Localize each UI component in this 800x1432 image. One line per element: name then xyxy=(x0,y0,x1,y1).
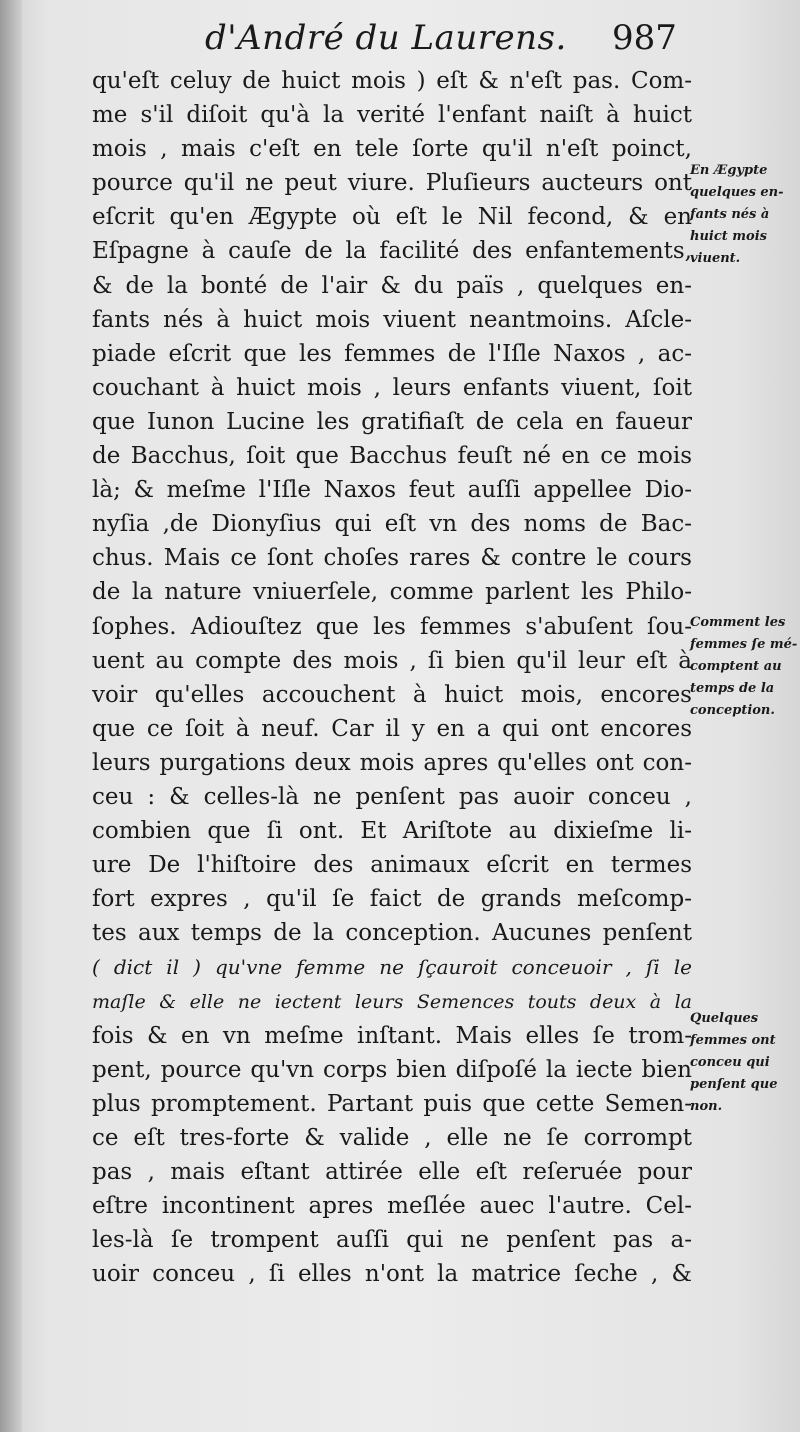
text-line: que Iunon Lucine les gratifiaſt de cela en faueur xyxy=(92,408,692,435)
body-text xyxy=(92,64,692,1291)
margin-note-line: En Ægypte xyxy=(690,163,768,178)
margin-note-line: comptent au xyxy=(690,659,782,674)
text-line: voir qu'elles accouchent à huict mois, encores xyxy=(92,681,692,708)
margin-note-line: Quelques xyxy=(690,1011,759,1026)
text-line: là; & meſme l'Iſle Naxos feut auſſi appellee Dio- xyxy=(92,477,692,504)
margin-note-conceived xyxy=(690,1008,798,1118)
margin-note-line: Comment les xyxy=(690,615,786,630)
text-line: eſcrit qu'en Ægypte où eſt le Nil fecond, & en xyxy=(92,204,692,231)
text-line: ceu : & celles-là ne penſent pas auoir conceu , xyxy=(92,783,692,810)
text-line: pource qu'il ne peut viure. Pluſieurs aucteurs ont xyxy=(92,170,692,197)
text-line: plus promptement. Partant puis que cette Semen- xyxy=(92,1090,692,1117)
text-line: nyſia ,de Dionyſius qui eſt vn des noms de Bac- xyxy=(92,511,692,538)
text-line: & de la bonté de l'air & du païs , quelques en- xyxy=(92,272,692,299)
margin-note-line: femmes ont xyxy=(690,1033,776,1048)
text-line: leurs purgations deux mois apres qu'elles ont con- xyxy=(92,749,692,776)
margin-note-line: viuent. xyxy=(690,251,741,266)
text-line: eſtre incontinent apres meſlée auec l'autre. Cel- xyxy=(92,1193,692,1220)
margin-note-egypt xyxy=(690,160,798,270)
text-line: ( dict il ) qu'vne femme ne ſçauroit conceuoir , ſi le xyxy=(92,955,692,980)
text-line: pas , mais eſtant attirée elle eſt reſeruée pour xyxy=(92,1159,692,1185)
text-line: de la nature vniuerſele, comme parlent les Philo- xyxy=(92,579,692,606)
text-line: chus. Mais ce ſont choſes rares & contre le cours xyxy=(92,545,692,572)
text-line: piade eſcrit que les femmes de l'Iſle Naxos , ac- xyxy=(92,340,692,367)
text-line: ſophes. Adiouſtez que les femmes s'abuſent ſou- xyxy=(92,613,692,640)
margin-note-line: penſent que xyxy=(690,1077,778,1092)
text-line: ce eſt tres-forte & valide , elle ne ſe corrompt xyxy=(92,1124,692,1151)
margin-note-line: temps de la xyxy=(690,681,775,696)
text-line: ure De l'hiſtoire des animaux eſcrit en termes xyxy=(92,852,692,879)
text-line: de Bacchus, ſoit que Bacchus feuſt né en ce mois xyxy=(92,443,692,470)
text-line: pent, pource qu'vn corps bien diſpoſé la iecte bien xyxy=(92,1056,692,1083)
text-line: fants nés à huict mois viuent neantmoins. Aſcle- xyxy=(92,306,692,333)
text-line: tes aux temps de la conception. Aucunes penſent xyxy=(92,920,692,947)
margin-note-line: conception. xyxy=(690,703,775,718)
text-line: maſle & elle ne iectent leurs Semences touts deux à la xyxy=(92,990,692,1013)
text-line: couchant à huict mois , leurs enfants viuent, ſoit xyxy=(92,374,692,401)
text-line: qu'eſt celuy de huict mois ) eſt & n'eſt pas. Com- xyxy=(92,68,692,94)
margin-note-line: quelques en- xyxy=(690,185,784,200)
running-header: d'André du Laurens. xyxy=(205,18,567,58)
text-line: les-là ſe trompent auſſi qui ne penſent pas a- xyxy=(92,1227,692,1254)
text-line: Eſpagne à cauſe de la facilité des enfantements, xyxy=(92,238,692,265)
text-line: combien que ſi ont. Et Ariſtote au dixieſme li- xyxy=(92,818,692,845)
text-line: fois & en vn meſme inſtant. Mais elles ſe trom- xyxy=(92,1022,692,1049)
margin-note-miscount xyxy=(690,612,798,722)
margin-note-line: fants nés à xyxy=(690,207,770,222)
margin-note-line: huict mois xyxy=(690,229,767,244)
text-line: fort expres , qu'il ſe faict de grands meſcomp- xyxy=(92,886,692,913)
text-line: me s'il diſoit qu'à la verité l'enfant naiſt à huict xyxy=(92,102,692,129)
page-gutter xyxy=(0,0,22,1432)
text-line: uoir conceu , ſi elles n'ont la matrice ſeche , & xyxy=(92,1261,692,1288)
margin-note-line: non. xyxy=(690,1099,723,1114)
text-line: que ce ſoit à neuf. Car il y en a qui ont encores xyxy=(92,715,692,742)
text-line: mois , mais c'eſt en tele ſorte qu'il n'eſt poinct, xyxy=(92,136,692,163)
page-number: 987 xyxy=(612,18,677,58)
margin-note-line: conceu qui xyxy=(690,1055,770,1070)
margin-note-line: femmes ſe mé- xyxy=(690,637,798,652)
text-line: uent au compte des mois , ſi bien qu'il leur eſt à xyxy=(92,647,692,674)
